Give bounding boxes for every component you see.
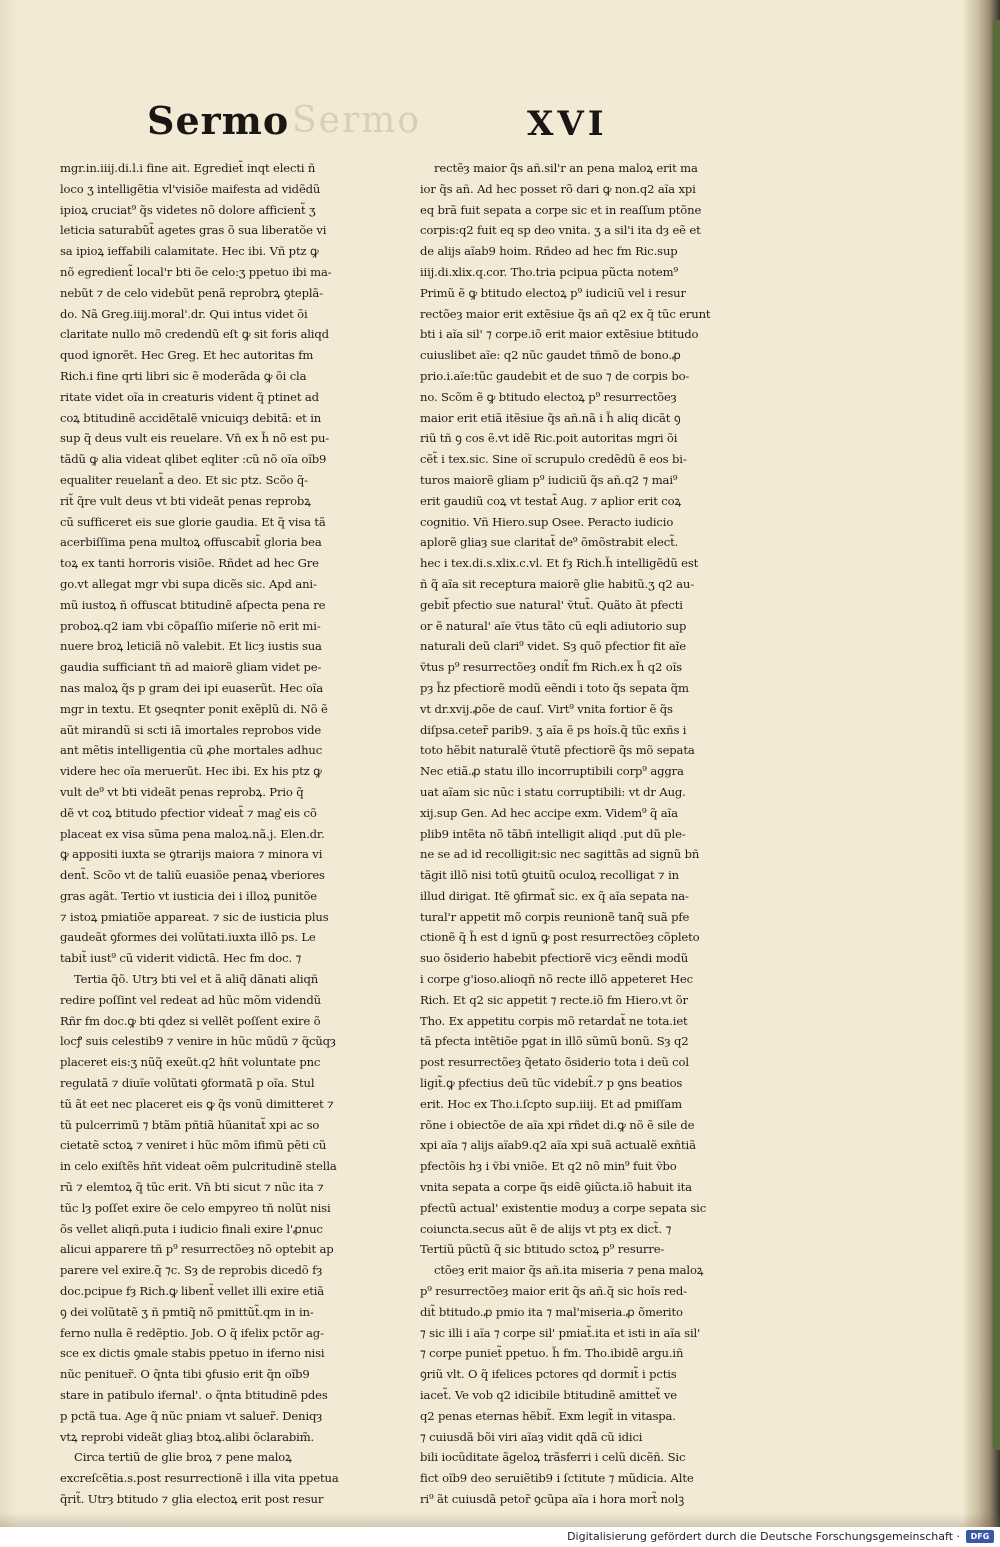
text-line: mgr in textu. Et ꝯseqnter ponit exẽplũ di. Nõ ẽ [60,701,328,716]
text-line: loco ʒ intelligẽtia vl'visiõe maifesta ad vidẽdũ [60,181,321,196]
text-line: erit. Hoc ex Tho.i.ſcpto sup.iiij. Et ad pmiſſam [420,1096,682,1111]
text-line: placeret eis:ʒ nũq̃ exeũt.q2 hñt voluntate pnc [60,1055,321,1070]
text-line: Tertiũ pũctũ q̃ sic btitudo sctoꝝ p⁹ resurre- [420,1242,665,1257]
text-line: no. Scõm ẽ ꝙ btitudo electoꝝ p⁹ resurrectõeȝ [420,389,677,404]
text-line: gaudeãt ꝯformes dei volũtati.iuxta illõ ps. Le [60,930,316,945]
text-line: acerbiſſima pena multoꝝ offuscabit̃ gloria bea [60,535,322,550]
text-line: tãgit illõ nisi totũ ꝯtuitũ oculoꝝ recolligat ⁊ in [420,868,679,883]
book-cover-strip [993,20,1000,1450]
text-line: equaliter reuelant̃ a deo. Et sic ptz. Scõo q̃- [60,472,308,487]
text-line: in celo exiſtẽs hñt videat oẽm pulcritudinẽ stella [60,1159,337,1174]
text-line: pȝ h̃z pfectiorẽ modũ eẽndi i toto q̃s sepata q̃m [420,680,689,695]
text-line: ferno nulla ẽ redẽptio. Job. O q̃ ifelix pctõr ag- [60,1325,324,1340]
text-line: xij.sup Gen. Ad hec accipe exm. Videm⁹ q̃ aĩa [420,805,678,820]
text-line: ⁊ istoꝝ pmiatiõe appareat. ⁊ sic de iusticia plus [60,909,329,924]
text-line: post resurrectõeȝ q̃etato õsiderio tota i deũ col [420,1055,689,1070]
text-line: plib9 intẽta nõ tãbñ intelligit aliqd .put dũ ple- [420,826,686,841]
text-line: nuere broꝝ leticiã nõ valebit. Et licȝ iustis sua [60,639,322,654]
text-line: suo õsiderio habebit pfectiorẽ vicȝ eẽndi modũ [420,951,689,966]
text-line: ior q̃s añ. Ad hec posset rõ dari ꝙ non.q2 aĩa xpi [420,181,696,196]
text-line: Rñr fm doc.ꝙ bti qdez si vellẽt poſſent exire õ [60,1013,321,1028]
text-line: tã pfecta intẽtiõe pgat in illõ sũmũ bonũ. Sȝ q2 [420,1034,689,1049]
text-line: nebũt ⁊ de celo videbũt penã reprobrꝝ ꝯteplã- [60,285,323,300]
text-line: cietatẽ sctoꝝ ⁊ veniret i hũc mõm ifimũ pẽti cũ [60,1138,327,1153]
text-line: fict oĩb9 deo seruiẽtib9 i ſctitute ⁊ mũdicia. Alte [420,1471,694,1486]
text-line: ṽtus p⁹ resurrectõeȝ ondit̃ fm Rich.ex h̃ q2 oĩs [420,660,682,675]
text-line: quod ignorẽt. Hec Greg. Et hec autoritas fm [60,348,314,363]
left-column [60,158,400,1510]
text-line: tural'r appetit mõ corpis reunionẽ tanq̃ suã pfe [420,909,690,924]
text-line: alicui apparere tñ p⁹ resurrectõeȝ nõ optebit ap [60,1242,334,1257]
text-line: coꝝ btitudinẽ accidẽtalẽ vnicuiqȝ debitã: et in [60,410,322,425]
text-line: erit gaudiũ coꝝ vt testat̃ Aug. ⁊ aplior erit coꝝ [420,493,682,508]
text-line: go.vt allegat mgr vbi supa dicẽs sic. Apd ani- [60,576,317,591]
text-line: sce ex dictis ꝯmale stabis ppetuo in iferno nisi [60,1346,325,1361]
text-line: iacet̃. Ve vob q2 idicibile btitudinẽ amittet̃ ve [420,1388,677,1403]
text-line: vult de⁹ vt bti videãt penas reprobꝝ. Prio q̃ [60,784,304,799]
text-line: toꝝ ex tanti horroris visiõe. Rñdet ad hec Gre [60,556,319,571]
dfg-logo: DFG [966,1530,994,1543]
text-line: cuiuslibet aĩe: q2 nũc gaudet tñmõ de bono.ꝓ [420,348,681,363]
text-line: ctionẽ q̃ h̃ est d ignũ ꝙ post resurrectõeȝ cõpleto [420,930,700,945]
text-line: gaudia sufficiant tñ ad maiorẽ gliam videt pe- [60,660,322,675]
text-line: ⁊ corpe puniet̃ ppetuo. h̃ fm. Tho.ibidẽ argu.iñ [420,1346,684,1361]
text-line: tũc lȝ poſſet exire õe celo empyreo tñ nolũt nisi [60,1200,331,1215]
right-column [420,158,765,1510]
text-line: dit̃ btitudo.ꝓ pmio ita ⁊ mal'miseria.ꝓ õmerito [420,1304,683,1319]
text-line: riũ tñ ꝯ cos ẽ.vt idẽ Ric.poit autoritas mgri õi [420,431,678,446]
text-line: ri⁹ ãt cuiusdã petor̃ ꝯcũpa aĩa i hora mort̃ nolꝫ [420,1492,684,1506]
text-line: mũ iustoꝝ ñ offuscat btitudinẽ aſpecta pena re [60,597,326,612]
text-line: ñ q̃ aĩa sit receptura maiorẽ glie habitũ.ʒ q2 au- [420,576,694,591]
text-line: ꝙ appositi iuxta se ꝯtrarijs maiora ⁊ minora vi [60,847,323,862]
text-line: q2 penas eternas hẽbit̃. Exm legit̃ in vitaspa. [420,1408,676,1423]
text-line: cognitio. Vñ Hiero.sup Osee. Peracto iudicio [420,514,674,529]
text-line: ipioꝝ cruciat⁹ q̃s videtes nõ dolore afficient̃ ʒ [60,202,316,217]
text-line: õs vellet aliqñ.puta i iudicio finali exire l'ꝓnuc [60,1221,323,1236]
text-line: nõ egredient̃ local'r bti õe celo:ʒ ppetuo ibi ma- [60,264,332,279]
text-line: de alijs aĩab9 hoim. Rñdeo ad hec fm Ric.sup [420,244,678,259]
text-line: rectõeȝ maior erit extẽsiue q̃s añ q2 ex q̃ tũc erunt [420,306,711,321]
text-line: uat aĩam sic nũc i statu corruptibili: vt dr Aug. [420,784,686,799]
text-line: sup q̃ deus vult eis reuelare. Vn̄ ex h̃ nõ est pu- [60,431,330,446]
text-line: sa ipioꝝ ieffabili calamitate. Hec ibi. Vñ ptz ꝙ [60,244,319,259]
text-line: vt dr.xvij.ꝓõe de cauſ. Virt⁹ vnita fortior ẽ q̃s [420,701,673,716]
text-line: hec i tex.di.s.xlix.c.vl. Et fȝ Rich.h̃ intelligẽdũ est [420,556,699,571]
text-line: p pctã tua. Age q̃ nũc pniam vt saluer̃. Deniqȝ [60,1408,323,1423]
text-line: illud dirigat. Itẽ ꝯfirmat̃ sic. ex q̃ aĩa sepata na- [420,888,689,903]
folio-number: XVI [527,104,608,144]
text-line: ⁊ sic illi i aĩa ⁊ corpe sil' pmiat̃.ita et isti in aĩa sil' [420,1325,701,1340]
text-line: Circa tertiũ de glie broꝝ ⁊ pene maloꝝ [74,1450,292,1465]
text-line: tãdũ ꝙ alia videat qlibet eqliter :cũ nõ oĩa oĩb9 [60,452,327,467]
text-line: Tertia q̃õ. Utrȝ bti vel et ã aliq̃ dãnati aliqñ [74,972,319,987]
text-line: rectẽȝ maior q̃s añ.sil'r an pena maloꝝ erit ma [434,161,698,175]
text-line: tabit̃ iust⁹ cũ viderit vidictã. Hec fm doc. ⁊ [60,951,302,966]
text-line: ⁊ cuiusdã bõi viri aĩaȝ vidit qdã cũ idici [420,1429,643,1444]
running-head: Sermo [147,98,290,143]
page-left-edge [0,0,18,1527]
text-line: aũt mirandũ si scti iã imortales reprobos vide [60,722,322,737]
text-line: tũ ãt eet nec placeret eis ꝙ q̃s vonũ dimitteret ⁊ [60,1096,334,1111]
text-line: proboꝝ.q2 iam vbi cõpaſſio miſerie nõ erit mi- [60,618,321,633]
text-line: iiij.di.xlix.q.cor. Tho.tria pcipua pũcta notem⁹ [420,264,678,279]
text-line: or ẽ natural' aĩe ṽtus tãto cũ eqli adiutorio sup [420,618,687,633]
text-line: ritate videt oĩa in creaturis vident q̃ ptinet ad [60,389,319,404]
text-line: p⁹ resurrectõeȝ maior erit q̃s añ.q̃ sic hoĩs red- [420,1284,687,1299]
text-line: leticia saturabũt̃ agetes gras õ sua liberatõe vi [60,223,327,238]
text-line: ne se ad id recolligit:sic nec sagittãs ad signũ bñ [420,847,700,862]
text-line: vnita sepata a corpe q̃s eidẽ ꝯiũcta.iõ habuit ita [420,1180,692,1195]
text-line: parere vel exire.q̃ ⁊c. Sȝ de reprobis dicedõ fȝ [60,1263,323,1278]
text-line: ctõeȝ erit maior q̃s añ.ita miseria ⁊ pena maloꝝ [434,1263,704,1278]
text-line: rũ ⁊ elemtoꝝ q̃ tũc erit. Vn̄ bti sicut ⁊ nũc ita ⁊ [60,1180,324,1195]
text-line: bti i aĩa sil' ⁊ corpe.iõ erit maior extẽsiue btitudo [420,327,699,342]
text-line: vtꝝ reprobi videãt gliaȝ btoꝝ.alibi õclarabim̃. [60,1429,315,1444]
text-line: Primũ ẽ ꝙ btitudo electoꝝ p⁹ iudiciũ vel i resur [420,285,686,300]
text-line: Rich. Et q2 sic appetit ⁊ recte.iõ fm Hiero.vt õr [420,992,688,1007]
text-line: eq brã fuit sepata a corpe sic et in reaſſum ptõne [420,202,702,217]
text-line: cũ sufficeret eis sue glorie gaudia. Et q̃ visa tã [60,514,326,529]
text-line: pfectõis hȝ i ṽbi vniõe. Et q2 nõ min⁹ fuit ṽbo [420,1159,677,1174]
text-line: cẽt̃ i tex.sic. Sine oĩ scrupulo credẽdũ ẽ eos bi- [420,452,687,467]
funding-note: Digitalisierung gefördert durch die Deutsche Forschungsgemeinschaft · [567,1530,960,1543]
text-line: nũc penituer̃. O q̃nta tibi ꝯfusio erit q̃n oĩb9 [60,1367,310,1382]
text-line: gebit̃ pfectio sue natural' ṽtut̃. Quãto ãt pfecti [420,597,683,612]
text-line: aplorẽ gliaȝ sue claritat̃ de⁹ õmõstrabit elect̃. [420,535,679,550]
text-line: do. Nã Greg.iiij.moral'.dr. Qui intus videt õi [60,306,308,321]
footer-bar [0,1527,1000,1547]
text-line: ꝯ dei volũtatẽ ʒ ñ pmtiq̃ nõ pmittũt̃.qm in in- [60,1304,314,1319]
text-line: pfectũ actual' existentie moduȝ a corpe sepata sic [420,1200,707,1215]
text-line: regulatã ⁊ diuĩe volũtati ꝯformatã p oĩa. Stul [60,1076,315,1091]
text-line: ligit̃.ꝙ pfectius deũ tũc videbit̃.⁊ p ꝯns beatios [420,1076,683,1091]
text-line: xpi aĩa ⁊ alijs aĩab9.q2 aĩa xpi suã actualẽ exñtiã [420,1138,696,1153]
text-line: maior erit etiã itẽsiue q̃s añ.nã i h̃ aliq dicãt ꝯ [420,410,681,425]
text-line: diſpsa.ceter̃ parib9. ʒ aĩa ẽ ps hoĩs.q̃ tũc exñs i [420,722,687,737]
text-line: gras agãt. Tertio vt iusticia dei i illoꝝ punitõe [60,888,318,903]
text-line: Tho. Ex appetitu corpis mõ retardat̃ ne tota.iet [420,1013,688,1028]
text-line: videre hec oĩa meruerũt. Hec ibi. Ex his ptz ꝙ [60,764,322,779]
text-line: tũ pulcerrimũ ⁊ btãm pñtiã hũanitat̃ xpi ac so [60,1117,320,1132]
text-line: coiuncta.secus aũt ẽ de alijs vt ptȝ ex dict̃. ⁊ [420,1221,672,1236]
text-line: prio.i.aĩe:tũc gaudebit et de suo ⁊ de corpis bo- [420,368,690,383]
text-line: dent̃. Scõo vt de taliũ euasiõe penaꝝ vberiores [60,868,325,883]
bleed-through-text: Sermo [292,100,421,141]
text-line: rõne i obiectõe de aĩa xpi rñdet di.ꝙ nõ ẽ sile de [420,1117,695,1132]
page-bottom-shadow [0,1513,1000,1527]
text-line: i corpe g'ioso.alioqñ nõ recte illõ appeteret Hec [420,972,693,987]
text-line: corpis:q2 fuit eq sp deo vnita. ʒ a sil'i ita dȝ eẽ et [420,223,701,238]
text-line: placeat ex visa sũma pena maloꝝ.nã.j. Elen.dr. [60,826,325,841]
text-line: stare in patibulo ifernal'. o q̃nta btitudinẽ pdes [60,1388,328,1403]
text-line: dẽ vt coꝝ btitudo pfectior videat̃ ⁊ mag͛ eis cõ [60,805,317,820]
text-line: Nec etiã.ꝓ statu illo incorruptibili corp⁹ aggra [420,764,684,779]
text-line: excreſcẽtia.s.post resurrectionẽ i illa vita ppetua [60,1471,339,1486]
text-line: q̃rit̃. Utrȝ btitudo ⁊ glia electoꝝ erit post resur [60,1492,324,1506]
text-line: rit̃ q̃re vult deus vt bti videãt penas reprobꝝ [60,493,311,508]
text-line: nas maloꝝ q̃s p gram dei ipi euaserũt. Hec oĩa [60,680,324,695]
text-line: turos maiorẽ gliam p⁹ iudiciũ q̃s añ.q2 ⁊ mai⁹ [420,472,678,487]
text-line: redire poſſint vel redeat ad hũc mõm videndũ [60,992,321,1007]
text-line: bili iocũditate ãgeloꝝ trãsferri i celũ dicẽñ. Sic [420,1450,686,1465]
text-line: Rich.i fine qrti libri sic ẽ moderãda ꝙ õi cla [60,368,307,383]
text-line: ꝯriũ vlt. O q̃ ifelices pctores qd dormit̃ i pctis [420,1367,677,1382]
text-line: doc.pcipue fȝ Rich.ꝙ libent̃ vellet illi exire etiã [60,1284,325,1299]
text-line: claritate nullo mõ credendũ eſt ꝙ sit foris aliqd [60,327,329,342]
text-line: ant mẽtis intelligentia cũ ꝓhe mortales adhuc [60,743,323,758]
text-line: naturali deũ clari⁹ videt. Sȝ quõ pfectior fit aĩe [420,639,686,654]
text-line: locꝭ suis celestib9 ⁊ venire in hũc mũdũ ⁊ q̃cũqȝ [60,1034,336,1049]
text-line: mgr.in.iiij.di.l.i fine ait. Egrediet̃ inqt electi ñ [60,161,316,175]
text-line: toto hẽbit naturalẽ ṽtutẽ pfectiorẽ q̃s mõ sepata [420,743,695,758]
